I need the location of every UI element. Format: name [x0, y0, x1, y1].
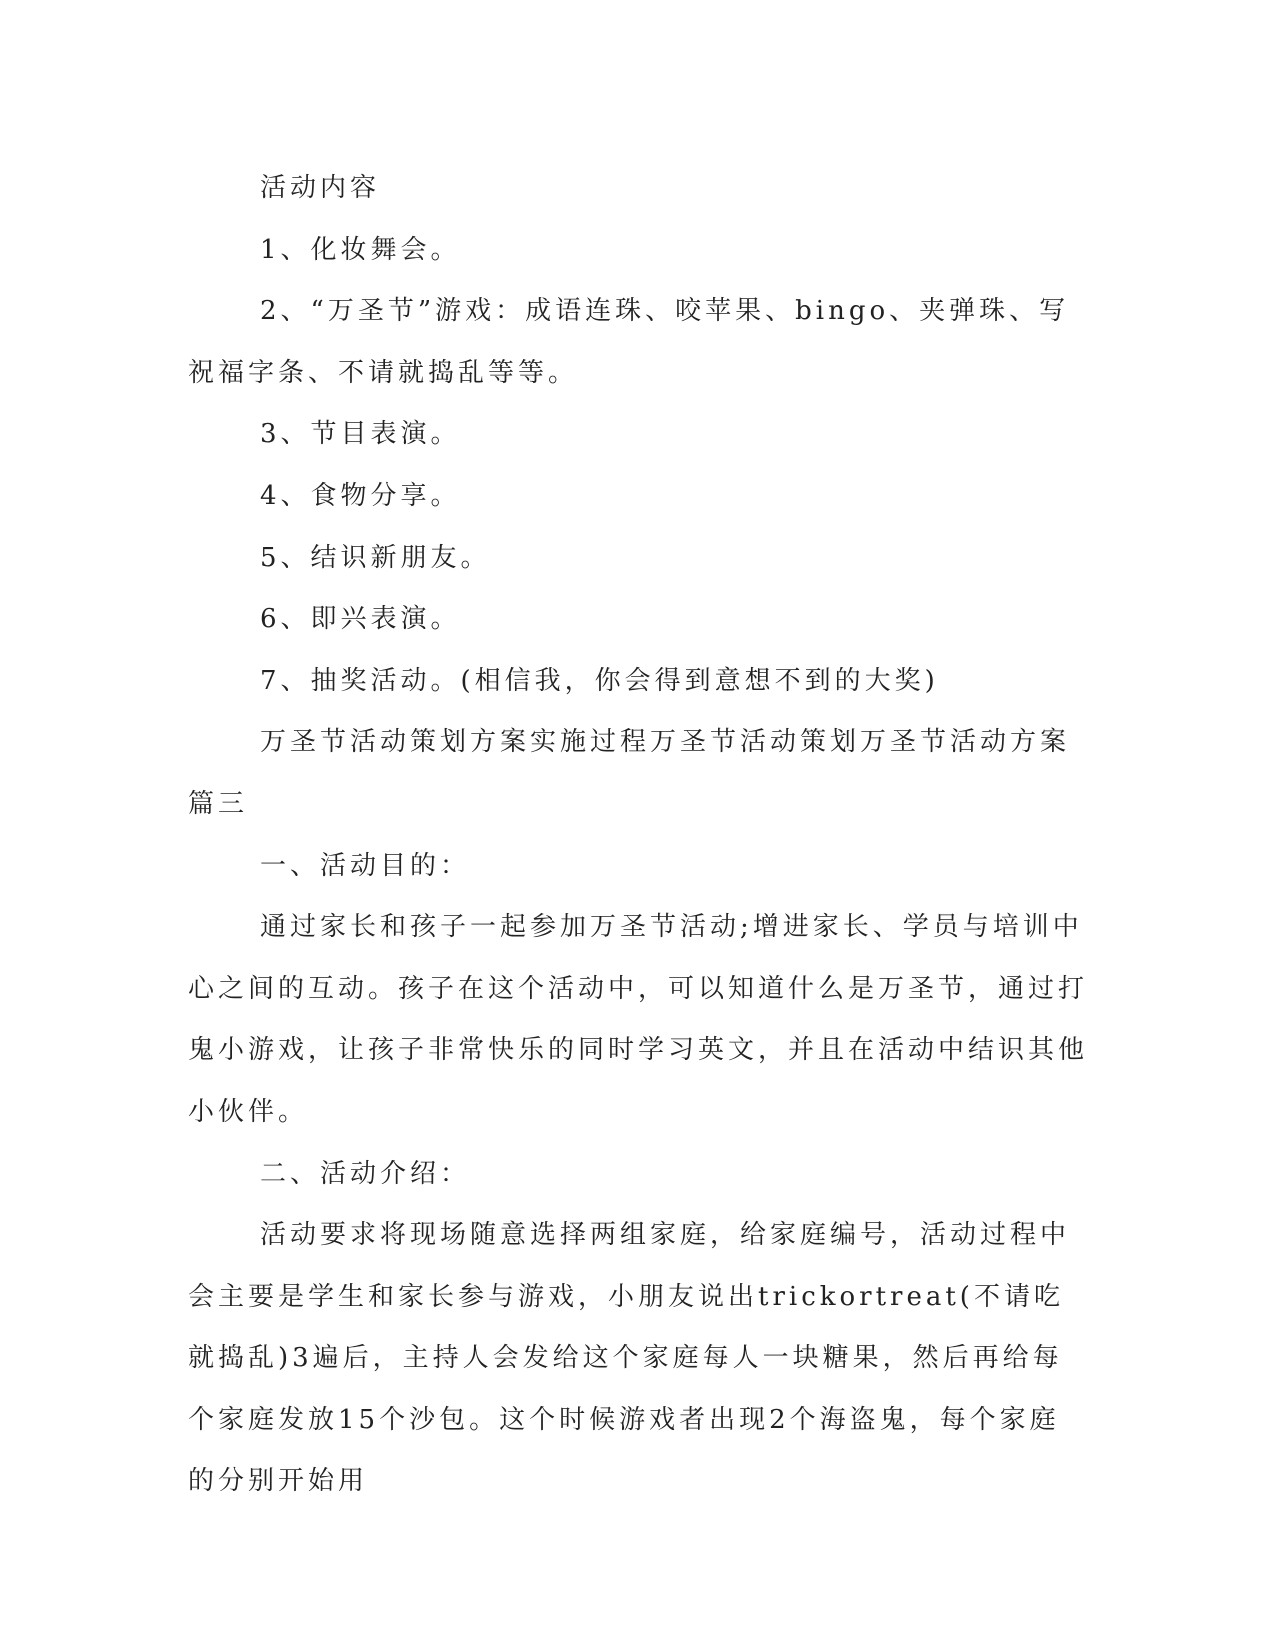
heading-activity-introduction: 二、活动介绍：	[260, 1158, 471, 1189]
heading-activity-purpose: 一、活动目的：	[260, 850, 471, 881]
list-item-6: 6、即兴表演。	[260, 604, 461, 635]
list-item-2: 2、“万圣节”游戏：成语连珠、咬苹果、bingo、夹弹珠、写祝福字条、不请就捣乱等等。	[188, 296, 1070, 388]
list-item-5: 5、结识新朋友。	[260, 542, 491, 573]
paragraph-activity-purpose: 通过家长和孩子一起参加万圣节活动;增进家长、学员与培训中心之间的互动。孩子在这个活动中，可以知道什么是万圣节，通过打鬼小游戏，让孩子非常快乐的同时学习英文，并且在活动中结识其他小伙伴。	[188, 912, 1089, 1127]
list-item-4: 4、食物分享。	[260, 480, 461, 511]
paragraph-activity-introduction: 活动要求将现场随意选择两组家庭，给家庭编号，活动过程中会主要是学生和家长参与游戏，小朋友说出trickortreat(不请吃就捣乱)3遍后，主持人会发给这个家庭每人一块糖果，然后再给每个家庭发放15个沙包。这个时候游戏者出现2个海盗鬼，每个家庭的分别开始用	[188, 1220, 1071, 1497]
section-heading-activity-content: 活动内容	[260, 173, 381, 203]
section-title-plan-three: 万圣节活动策划方案实施过程万圣节活动策划万圣节活动方案篇三	[188, 727, 1071, 819]
document-body	[188, 158, 1088, 1513]
list-item-3: 3、节目表演。	[260, 419, 461, 450]
list-item-7: 7、抽奖活动。(相信我，你会得到意想不到的大奖)	[260, 665, 939, 696]
list-item-1: 1、化妆舞会。	[260, 234, 461, 265]
